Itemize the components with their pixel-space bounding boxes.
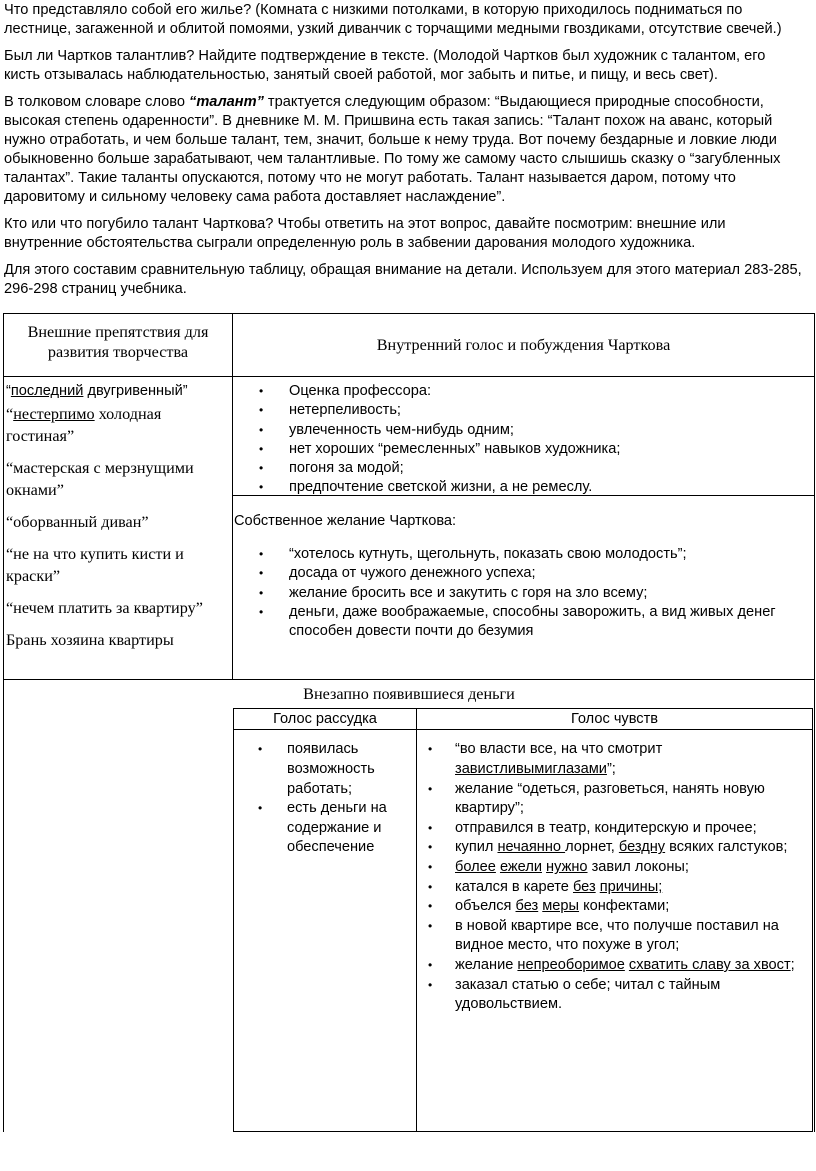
feelings-list bbox=[417, 740, 812, 1014]
sudden-money-cell bbox=[4, 680, 815, 1133]
table-header-row bbox=[4, 314, 815, 377]
definition-term: “талант” bbox=[189, 94, 264, 110]
paragraph-talent-question bbox=[4, 47, 809, 85]
comparison-table bbox=[3, 313, 815, 1132]
item-text: конфектами; bbox=[579, 898, 670, 915]
list-item: • нетерпеливость; bbox=[233, 401, 814, 420]
list-item: • досада от чужого денежного успеха; bbox=[233, 564, 814, 583]
item-text: “во власти все, на что смотрит bbox=[455, 741, 663, 758]
item-underlined: причины; bbox=[599, 878, 663, 895]
item-text: завил локоны; bbox=[587, 859, 689, 876]
obstacle-text: холодная гостиная” bbox=[6, 405, 162, 445]
list-item: • появилась возможность работать; bbox=[234, 740, 416, 799]
money-title: Внезапно появившиеся деньги bbox=[303, 685, 515, 704]
item-underlined: без bbox=[572, 878, 596, 895]
obstacle-underlined: нестерпимо bbox=[13, 405, 95, 423]
voices-header-row bbox=[234, 709, 813, 730]
feelings-cell bbox=[417, 730, 813, 1132]
list-item: • нет хороших “ремесленных” навыков художника; bbox=[233, 440, 814, 459]
obstacle-item bbox=[6, 381, 232, 402]
list-item bbox=[417, 897, 812, 917]
list-item bbox=[417, 838, 812, 858]
item-text: катался в карете bbox=[455, 878, 573, 895]
right-column-header: Внутренний голос и побуждения Чарткова bbox=[233, 314, 815, 377]
item-text: ”; bbox=[606, 761, 616, 778]
obstacle-item: “нечем платить за квартиру” bbox=[6, 599, 203, 617]
item-text: всяких галстуков; bbox=[665, 839, 788, 856]
item-underlined: бездну bbox=[618, 839, 666, 856]
item-text: купил bbox=[455, 839, 498, 856]
feelings-header: Голос чувств bbox=[417, 709, 813, 730]
obstacle-quote: “ bbox=[6, 383, 11, 399]
table-body-row bbox=[4, 377, 815, 680]
money-row bbox=[4, 680, 815, 1133]
list-item: • предпочтение светской жизни, а не ремеслу. bbox=[233, 478, 814, 497]
paragraph-dwelling bbox=[4, 1, 809, 39]
inner-voice-cell bbox=[233, 377, 815, 680]
list-item bbox=[417, 956, 812, 976]
reason-header: Голос рассудка bbox=[234, 709, 417, 730]
obstacle-quote: “ bbox=[6, 405, 14, 423]
obstacle-item: “мастерская с мерзнущими окнами” bbox=[6, 459, 194, 499]
item-underlined: ежели bbox=[499, 859, 542, 876]
list-item: • желание бросить все и закутить с горя на зло всему; bbox=[233, 584, 814, 603]
own-desire-section bbox=[233, 545, 814, 679]
professor-assessment bbox=[233, 377, 814, 495]
professor-list bbox=[233, 382, 814, 498]
definition-body: трактуется следующим образом: “Выдающиеся природные способности, высокая степень одаренности”. В дневнике М. М. Пришвина есть такая запись: “Талант похож на аванс, который нужно отработать, и чем больше талант, тем, значит, больше к нему труда. Вот почему бездарные и ловкие люди обыкновенно больше зарабатывают, чем талантливые. По тому же самому часто слышишь сказку о “загубленных талантах”. Такие таланты опускаются, потому что не могут работать. Талант называется даром, потому что даровитому и сильному человеку сама работа доставляет наслаждение”. bbox=[4, 94, 781, 205]
item-text: лорнет, bbox=[565, 839, 619, 856]
obstacle-item: “не на что купить кисти и краски” bbox=[6, 545, 184, 585]
obstacle-underlined: последний bbox=[10, 383, 84, 399]
item-underlined: непреоборимое bbox=[517, 957, 625, 974]
item-text: желание bbox=[455, 957, 518, 974]
item-underlined: меры bbox=[542, 898, 580, 915]
intro-text bbox=[3, 1, 809, 307]
list-item: • отправился в театр, кондитерскую и прочее; bbox=[417, 819, 812, 839]
obstacle-item: Брань хозяина квартиры bbox=[6, 631, 174, 649]
paragraph-who-ruined bbox=[4, 215, 809, 253]
list-item: • заказал статью о себе; читал с тайным удовольствием. bbox=[417, 976, 812, 1015]
paragraph-definition-text bbox=[4, 93, 803, 207]
paragraph-table-intro bbox=[4, 261, 809, 299]
list-item bbox=[417, 858, 812, 878]
list-item bbox=[417, 740, 812, 779]
paragraph-definition bbox=[4, 93, 809, 207]
list-item: • желание “одеться, разговеться, нанять новую квартиру”; bbox=[417, 780, 812, 819]
reason-list bbox=[234, 740, 416, 858]
list-item: • “хотелось кутнуть, щегольнуть, показать свою молодость”; bbox=[233, 545, 814, 564]
voices-body-row bbox=[234, 730, 813, 1132]
list-item: • деньги, даже воображаемые, способны заворожить, а вид живых денег способен довести почти до безумия bbox=[233, 603, 814, 642]
own-desire-list bbox=[233, 545, 814, 641]
left-column-header: Внешние препятствия для развития творчества bbox=[4, 314, 233, 377]
item-underlined: нечаянно bbox=[497, 839, 566, 856]
paragraph-dwelling-text: Что представляло собой его жилье? (Комната с низкими потолками, в которую приходилось подниматься по лестнице, загаженной и облитой помоями, узкий диванчик с торчащими медными гвоздиками, отсутствие свечей.) bbox=[4, 2, 782, 37]
paragraph-table-intro-text: Для этого составим сравнительную таблицу, обращая внимание на детали. Используем для этого материал 283-285, 296-298 страниц учебника. bbox=[4, 262, 802, 297]
item-underlined: схватить славу за хвост bbox=[628, 957, 791, 974]
item-underlined: нужно bbox=[546, 859, 588, 876]
list-item: • есть деньги на содержание и обеспечение bbox=[234, 799, 416, 858]
item-text: ; bbox=[790, 957, 795, 974]
definition-lead: В толковом словаре слово bbox=[4, 94, 190, 110]
paragraph-talent-question-text: Был ли Чартков талантлив? Найдите подтверждение в тексте. (Молодой Чартков был художник с талантом, его кисть отзывалась наблюдательностью, занятый своей работой, мог забыть и питье, и пищу, и весь свет). bbox=[4, 48, 766, 83]
obstacle-text: двугривенный” bbox=[83, 383, 188, 399]
obstacle-item: “оборванный диван” bbox=[6, 513, 149, 531]
list-item: • Оценка профессора: bbox=[233, 382, 814, 401]
item-underlined: более bbox=[455, 859, 496, 876]
voices-table bbox=[233, 708, 813, 1132]
paragraph-who-ruined-text: Кто или что погубило талант Чарткова? Чтобы ответить на этот вопрос, давайте посмотрим: внешние или внутренние обстоятельства сыграли определенную роль в забвении дарования молодого художника. bbox=[4, 216, 726, 251]
list-item: • в новой квартире все, что получше поставил на видное место, что похуже в угол; bbox=[417, 917, 812, 956]
list-item: • погоня за модой; bbox=[233, 459, 814, 478]
item-underlined: завистливымиглазами bbox=[455, 761, 607, 778]
list-item bbox=[417, 878, 812, 898]
own-desire-title: Собственное желание Чарткова: bbox=[233, 495, 814, 545]
external-obstacles-cell bbox=[4, 377, 233, 680]
obstacle-item bbox=[6, 403, 232, 447]
item-underlined: без bbox=[515, 898, 539, 915]
list-item: • увлеченность чем-нибудь одним; bbox=[233, 421, 814, 440]
reason-cell bbox=[234, 730, 417, 1132]
item-text: объелся bbox=[455, 898, 516, 915]
